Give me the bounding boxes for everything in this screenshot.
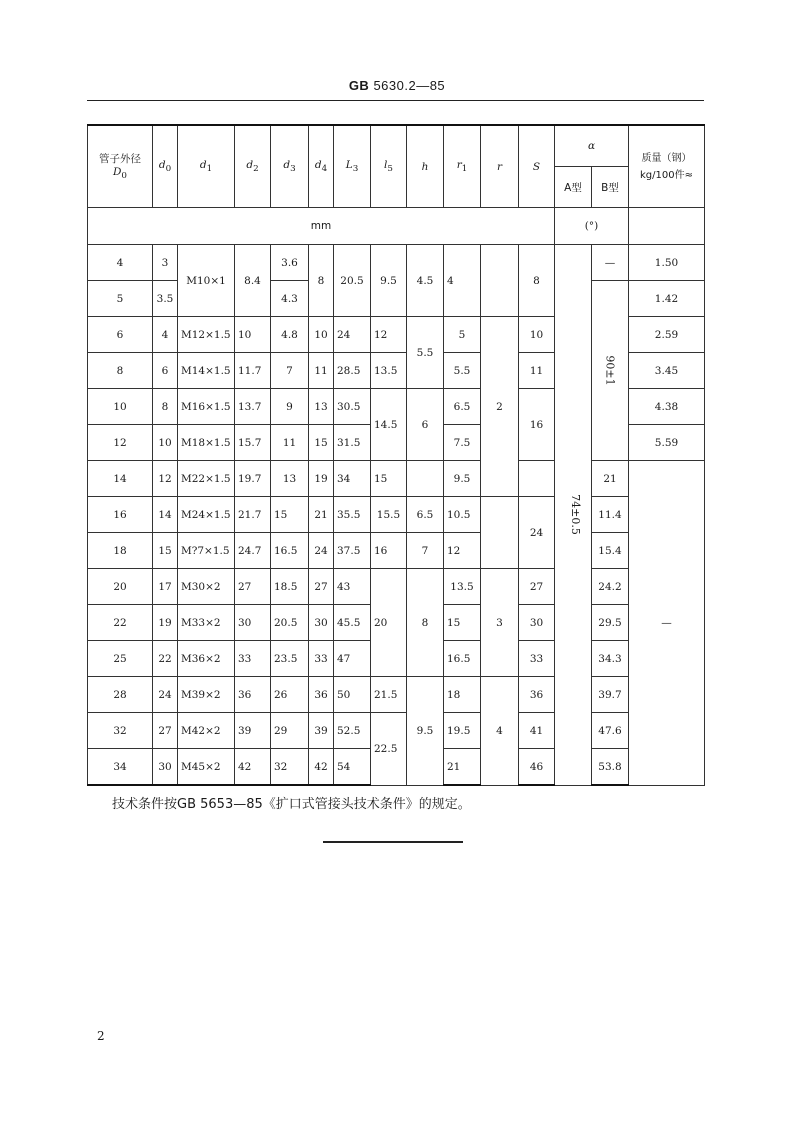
col-head-r1: $r_1$ <box>444 125 481 208</box>
cell-d0: 3 <box>153 245 178 281</box>
cell-d4: 39 <box>309 713 334 749</box>
cell-r1: 10.5 <box>444 497 481 533</box>
cell-pipe-od: 18 <box>88 533 153 569</box>
cell-r1: 13.5 <box>444 569 481 605</box>
cell-l5: 15 <box>371 461 407 497</box>
cell-S: 41 <box>519 713 555 749</box>
cell-r1: 12 <box>444 533 481 569</box>
cell-S: 16 <box>519 389 555 461</box>
cell-L3: 24 <box>334 317 371 353</box>
cell-mass: 53.8 <box>592 749 629 786</box>
cell-pipe-od: 25 <box>88 641 153 677</box>
cell-S: 36 <box>519 677 555 713</box>
cell-pipe-od: 32 <box>88 713 153 749</box>
cell-S: 24 <box>519 497 555 569</box>
cell-pipe-od: 12 <box>88 425 153 461</box>
cell-r1: 18 <box>444 677 481 713</box>
cell-L3: 45.5 <box>334 605 371 641</box>
cell-r1: 21 <box>444 749 481 786</box>
cell-r1: 7.5 <box>444 425 481 461</box>
cell-d3: 11 <box>271 425 309 461</box>
cell-l5: 16 <box>371 533 407 569</box>
cell-h: 4.5 <box>407 245 444 317</box>
table-row <box>88 677 705 713</box>
cell-S: 10 <box>519 317 555 353</box>
cell-d4: 30 <box>309 605 334 641</box>
cell-d2: 27 <box>235 569 271 605</box>
cell-l5: 21.5 <box>371 677 407 713</box>
cell-d3: 16.5 <box>271 533 309 569</box>
unit-mass-blank <box>629 208 705 245</box>
cell-d3: 15 <box>271 497 309 533</box>
cell-l5: 22.5 <box>371 713 407 786</box>
cell-h: 9.5 <box>407 677 444 786</box>
cell-d1: M42×2 <box>178 713 235 749</box>
cell-S: 46 <box>519 749 555 786</box>
cell-d4: 42 <box>309 749 334 786</box>
cell-mass: 29.5 <box>592 605 629 641</box>
cell-d2: 8.4 <box>235 245 271 317</box>
cell-L3: 34 <box>334 461 371 497</box>
cell-d4: 21 <box>309 497 334 533</box>
cell-d2: 39 <box>235 713 271 749</box>
cell-d1: M?7×1.5 <box>178 533 235 569</box>
dimension-table <box>87 124 705 786</box>
col-head-type-b: B型 <box>592 167 629 208</box>
cell-d1: M22×1.5 <box>178 461 235 497</box>
cell-r1: 9.5 <box>444 461 481 497</box>
cell-pipe-od: 5 <box>88 281 153 317</box>
cell-d4: 15 <box>309 425 334 461</box>
cell-d4: 24 <box>309 533 334 569</box>
cell-S: 8 <box>519 245 555 317</box>
col-head-d4: $d_4$ <box>309 125 334 208</box>
cell-d3: 7 <box>271 353 309 389</box>
cell-d0: 6 <box>153 353 178 389</box>
cell-d4: 36 <box>309 677 334 713</box>
cell-mass: 1.50 <box>629 245 705 281</box>
cell-r-blank <box>519 461 555 497</box>
cell-L3: 47 <box>334 641 371 677</box>
cell-l5: 14.5 <box>371 389 407 461</box>
cell-L3: 50 <box>334 677 371 713</box>
cell-d0: 22 <box>153 641 178 677</box>
cell-d2: 30 <box>235 605 271 641</box>
cell-d4: 13 <box>309 389 334 425</box>
cell-d3: 3.6 <box>271 245 309 281</box>
cell-d4: 10 <box>309 317 334 353</box>
cell-l5: 12 <box>371 317 407 353</box>
cell-mass: 1.42 <box>629 281 705 317</box>
cell-alpha-a: 74±0.5 <box>555 245 592 786</box>
cell-L3: 30.5 <box>334 389 371 425</box>
col-head-r: r <box>481 125 519 208</box>
standard-prefix: GB <box>348 78 370 93</box>
cell-mass: 47.6 <box>592 713 629 749</box>
standard-number: 5630.2—85 <box>373 78 446 93</box>
standard-header <box>0 78 794 93</box>
col-head-pipe-od: 管子外径 $D_0$ <box>88 125 153 208</box>
cell-h-blank <box>407 461 444 497</box>
cell-d2: 21.7 <box>235 497 271 533</box>
cell-d2: 33 <box>235 641 271 677</box>
cell-mass: 4.38 <box>629 389 705 425</box>
cell-L3: 20.5 <box>334 245 371 317</box>
cell-d0: 19 <box>153 605 178 641</box>
cell-d2: 13.7 <box>235 389 271 425</box>
cell-L3: 54 <box>334 749 371 786</box>
technical-note: 技术条件按GB 5653—85《扩口式管接头技术条件》的规定。 <box>112 797 471 812</box>
cell-S: 27 <box>519 569 555 605</box>
cell-mass: 34.3 <box>592 641 629 677</box>
cell-d2: 10 <box>235 317 271 353</box>
page-number: 2 <box>97 1029 105 1043</box>
cell-pipe-od: 16 <box>88 497 153 533</box>
table-row <box>88 713 705 749</box>
cell-d1: M36×2 <box>178 641 235 677</box>
cell-d3: 32 <box>271 749 309 786</box>
cell-mass: 5.59 <box>629 425 705 461</box>
col-head-S: S <box>519 125 555 208</box>
cell-r1: 15 <box>444 605 481 641</box>
cell-r1: 5.5 <box>444 353 481 389</box>
cell-h: 5.5 <box>407 317 444 389</box>
table-row <box>88 533 705 569</box>
cell-mass: 11.4 <box>592 497 629 533</box>
cell-L3: 35.5 <box>334 497 371 533</box>
cell-d3: 20.5 <box>271 605 309 641</box>
cell-d4: 19 <box>309 461 334 497</box>
table-row <box>88 497 705 533</box>
cell-d3: 13 <box>271 461 309 497</box>
cell-alpha-b: — <box>592 245 629 281</box>
cell-l5: 15.5 <box>371 497 407 533</box>
col-head-d0: $d_0$ <box>153 125 178 208</box>
cell-h: 7 <box>407 533 444 569</box>
cell-pipe-od: 22 <box>88 605 153 641</box>
cell-r: 4 <box>481 677 519 786</box>
header-rule <box>87 100 704 101</box>
cell-pipe-od: 8 <box>88 353 153 389</box>
cell-d0: 10 <box>153 425 178 461</box>
cell-d4: 11 <box>309 353 334 389</box>
col-head-l5: $l_5$ <box>371 125 407 208</box>
cell-mass: 24.2 <box>592 569 629 605</box>
cell-d4: 33 <box>309 641 334 677</box>
header-row <box>88 125 705 167</box>
cell-d3: 4.8 <box>271 317 309 353</box>
cell-pipe-od: 10 <box>88 389 153 425</box>
cell-pipe-od: 14 <box>88 461 153 497</box>
col-head-mass: 质量（钢） kg/100件≈ <box>629 125 705 208</box>
cell-h: 6.5 <box>407 497 444 533</box>
cell-r1: 4 <box>444 245 481 317</box>
cell-pipe-od: 28 <box>88 677 153 713</box>
cell-d1: M24×1.5 <box>178 497 235 533</box>
col-head-h: h <box>407 125 444 208</box>
cell-d1: M10×1 <box>178 245 235 317</box>
cell-d0: 27 <box>153 713 178 749</box>
cell-d4: 8 <box>309 245 334 317</box>
cell-d0: 14 <box>153 497 178 533</box>
col-head-d3: $d_3$ <box>271 125 309 208</box>
cell-d0: 17 <box>153 569 178 605</box>
cell-L3: 28.5 <box>334 353 371 389</box>
cell-pipe-od: 20 <box>88 569 153 605</box>
cell-d0: 30 <box>153 749 178 786</box>
table-row <box>88 245 705 281</box>
cell-mass: 2.59 <box>629 317 705 353</box>
cell-L3: 31.5 <box>334 425 371 461</box>
cell-d2: 19.7 <box>235 461 271 497</box>
col-head-alpha: α <box>555 125 629 167</box>
cell-d0: 24 <box>153 677 178 713</box>
cell-pipe-od: 6 <box>88 317 153 353</box>
cell-S: 11 <box>519 353 555 389</box>
cell-d1: M30×2 <box>178 569 235 605</box>
cell-r: 3 <box>481 569 519 677</box>
cell-d2: 15.7 <box>235 425 271 461</box>
cell-r1: 5 <box>444 317 481 353</box>
cell-d3: 4.3 <box>271 281 309 317</box>
cell-r1: 6.5 <box>444 389 481 425</box>
cell-S: 30 <box>519 605 555 641</box>
col-head-d2: $d_2$ <box>235 125 271 208</box>
cell-mass: 3.45 <box>629 353 705 389</box>
cell-d0: 8 <box>153 389 178 425</box>
cell-pipe-od: 4 <box>88 245 153 281</box>
cell-mass: 15.4 <box>592 533 629 569</box>
unit-mm: mm <box>88 208 555 245</box>
table-row <box>88 461 705 497</box>
cell-L3: 43 <box>334 569 371 605</box>
cell-r-blank <box>481 245 519 317</box>
cell-r1: 19.5 <box>444 713 481 749</box>
cell-pipe-od: 34 <box>88 749 153 786</box>
cell-r-blank <box>481 497 519 569</box>
cell-h: 8 <box>407 569 444 677</box>
cell-l5: 20 <box>371 569 407 677</box>
cell-S: 21 <box>592 461 629 497</box>
cell-d3: 23.5 <box>271 641 309 677</box>
cell-L3: 37.5 <box>334 533 371 569</box>
table-row <box>88 569 705 605</box>
cell-d1: M33×2 <box>178 605 235 641</box>
cell-d2: 11.7 <box>235 353 271 389</box>
cell-d2: 42 <box>235 749 271 786</box>
cell-d3: 9 <box>271 389 309 425</box>
unit-degree: (°) <box>555 208 629 245</box>
cell-alpha-b: 90±1 <box>592 281 629 461</box>
col-head-L3: $L_3$ <box>334 125 371 208</box>
cell-d1: M18×1.5 <box>178 425 235 461</box>
cell-L3: 52.5 <box>334 713 371 749</box>
cell-r: 2 <box>481 317 519 497</box>
cell-alpha-b: — <box>629 461 705 786</box>
cell-d2: 36 <box>235 677 271 713</box>
cell-l5: 9.5 <box>371 245 407 317</box>
cell-d0: 12 <box>153 461 178 497</box>
cell-h: 6 <box>407 389 444 461</box>
end-rule <box>323 841 463 843</box>
cell-l5: 13.5 <box>371 353 407 389</box>
cell-d4: 27 <box>309 569 334 605</box>
cell-d1: M45×2 <box>178 749 235 786</box>
cell-d0: 3.5 <box>153 281 178 317</box>
cell-S: 33 <box>519 641 555 677</box>
cell-d1: M39×2 <box>178 677 235 713</box>
cell-d1: M12×1.5 <box>178 317 235 353</box>
cell-d2: 24.7 <box>235 533 271 569</box>
cell-r1: 16.5 <box>444 641 481 677</box>
cell-d0: 4 <box>153 317 178 353</box>
cell-d1: M16×1.5 <box>178 389 235 425</box>
cell-d3: 26 <box>271 677 309 713</box>
col-head-d1: $d_1$ <box>178 125 235 208</box>
col-head-type-a: A型 <box>555 167 592 208</box>
cell-d3: 18.5 <box>271 569 309 605</box>
cell-d3: 29 <box>271 713 309 749</box>
cell-d1: M14×1.5 <box>178 353 235 389</box>
unit-row <box>88 208 705 245</box>
cell-mass: 39.7 <box>592 677 629 713</box>
cell-d0: 15 <box>153 533 178 569</box>
